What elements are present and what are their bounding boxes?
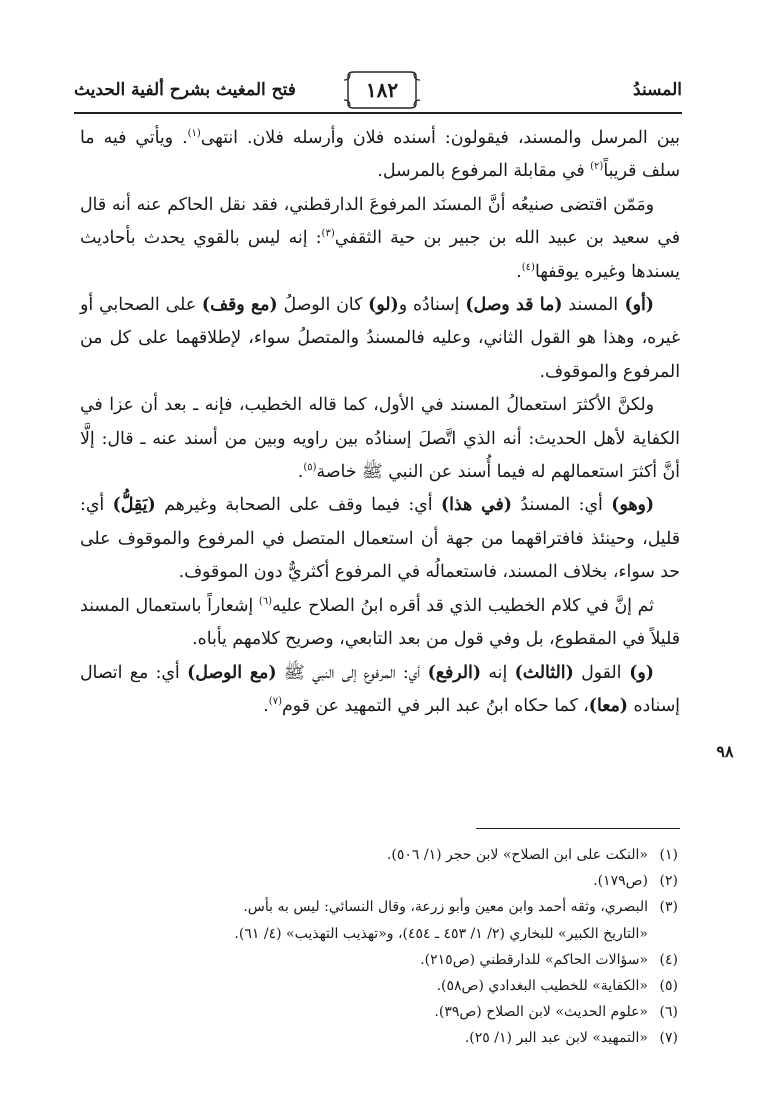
footnote-3: (٣) البصري، وثقه أحمد وابن معين وأبو زرعة، وقال النسائي: ليس به بأس. xyxy=(243,899,678,916)
book-title: فتح المغيث بشرح ألفية الحديث xyxy=(74,80,296,100)
verse-margin-number: ٩٨ xyxy=(716,742,734,761)
page-number: ١٨٢ xyxy=(365,78,399,102)
paragraph-2: ومَمّن اقتضى صنيعُه أنَّ المسنَد المرفوعَ الدارقطني، فقد نقل الحاكم عنه أنه قال في سعيد بن عبيد الله بن جبير بن حية الثقفي$^{(٣)}$: إنه ليس بالقوي يحدث بأحاديث يسندها وغيره يوقفها$^{(٤)}$. xyxy=(80,194,680,282)
chapter-title: المسندُ xyxy=(633,80,682,100)
paragraph-6: ثم إنَّ في كلام الخطيب الذي قد أقره ابنُ الصلاح عليه$^{(٦)}$ إشعاراً باستعمال المسند قليلاً في المقطوع، بل وفي قول من بعد التابعي، وصريح كلامهم يأباه. xyxy=(80,595,680,650)
footnote-ref-5[interactable]: (٥) xyxy=(303,462,317,474)
footnote-ref-7[interactable]: (٧) xyxy=(268,696,282,708)
footnote-ref-1[interactable]: (١) xyxy=(187,128,201,140)
footnote-1: (١) «النكت على ابن الصلاح» لابن حجر (١/ ٥٠٦). xyxy=(386,847,678,863)
footnote-2: (٢) (ص١٧٩). xyxy=(593,873,678,890)
footnote-ref-2[interactable]: (٢) xyxy=(590,161,604,173)
paragraph-1: بين المرسل والمسند، فيقولون: أسنده فلان وأرسله فلان. انتهى$^{(١)}$. ويأتي فيه ما سلف قريباً$^{(٢)}$ في مقابلة المرفوع بالمرسل. xyxy=(80,128,680,182)
footnote-ref-4[interactable]: (٤) xyxy=(521,261,535,273)
page-number-ornament xyxy=(342,70,422,110)
paragraph-3: (أو) المسند (ما قد وصل) إسنادُه و(لو) كان الوصلُ (مع وقف) على الصحابي أو غيره، وهذا هو القول الثاني، وعليه فالمسندُ والمتصلُ سواء، لإطلاقهما على كل من المرفوع والموقوف. xyxy=(80,295,680,382)
main-text xyxy=(80,122,680,723)
footnotes xyxy=(80,842,678,1052)
footnote-4: (٤) «سؤالات الحاكم» للدارقطني (ص٢١٥). xyxy=(420,951,678,968)
footnote-divider xyxy=(476,828,680,829)
paragraph-7: (و) القول (الثالث) إنه (الرفع) أي: المرفوع إلى النبي ﷺ (مع الوصل) أي: مع اتصال إسناده (معا)، كما حكاه ابنُ عبد البر في التمهيد عن قوم$^{(٧)}$. xyxy=(80,662,680,716)
paragraph-5: (وهو) أي: المسندُ (في هذا) أي: فيما وقف على الصحابة وغيرهم (يَقِلُّ) أي: قليل، وحينئذ فافتراقهما من جهة أن استعمال المتصل في المرفوع والموقوف على حد سواء، بخلاف المسند، فاستعمالُه في المرفوع أكثريٌّ دون الموقوف. xyxy=(80,495,680,583)
footnote-ref-3[interactable]: (٣) xyxy=(321,228,335,240)
footnote-3-continuation: «التاريخ الكبير» للبخاري (٢/ ١/ ٤٥٣ ـ ٤٥٤)، و«تهذيب التهذيب» (٤/ ٦١). xyxy=(234,925,648,942)
footnote-5: (٥) «الكفاية» للخطيب البغدادي (ص٥٨). xyxy=(436,978,678,995)
footnote-6: (٦) «علوم الحديث» لابن الصلاح (ص٣٩). xyxy=(434,1004,678,1021)
running-header xyxy=(74,66,682,114)
paragraph-4: ولكنَّ الأكثرَ استعمالُ المسند في الأول، كما قاله الخطيب، فإنه ـ بعد أن عزا في الكفاية لأهل الحديث: أنه الذي اتَّصلَ إسنادُه بين راويه وبين من أسند عنه ـ قال: إلَّا أنَّ أكثرَ استعمالهم له فيما أُسند عن النبي ﷺ خاصة$^{(٥)}$. xyxy=(80,395,680,483)
footnote-ref-6[interactable]: (٦) xyxy=(258,595,273,607)
footnote-7: (٧) «التمهيد» لابن عبد البر (١/ ٢٥). xyxy=(464,1030,678,1047)
